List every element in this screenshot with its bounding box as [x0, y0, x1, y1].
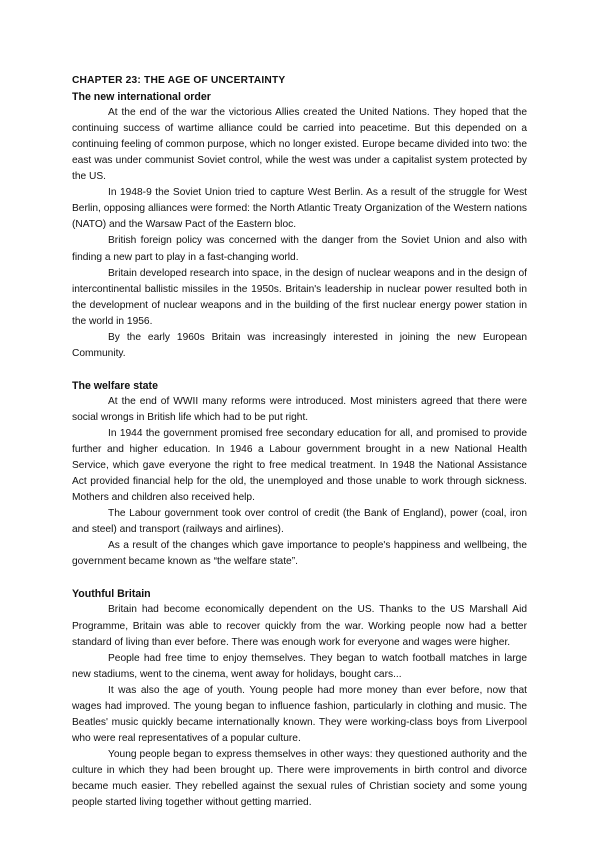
paragraph: Britain had become economically dependent on the US. Thanks to the US Marshall Aid Programme, Britain was able to recover quickly from the war. Working people now had a better standard of living than ever before. There was enough work for everyone and wages were higher. [72, 604, 527, 648]
section-new-international-order [72, 89, 527, 362]
section-title: The new international order [72, 91, 211, 104]
paragraph: Young people began to express themselves in other ways: they questioned authority and the culture in which they had been brought up. There were improvements in birth control and divorce became much easier. They rebelled against the sexual rules of Christian society and some young people started living together without getting married. [72, 748, 527, 809]
paragraph: The Labour government took over control of credit (the Bank of England), power (coal, iron and steel) and transport (railways and airlines). [72, 508, 527, 536]
section-title: The welfare state [72, 379, 158, 392]
section-youthful-britain [72, 586, 527, 811]
paragraph: At the end of WWII many reforms were introduced. Most ministers agreed that there were social wrongs in British life which had to be put right. [72, 395, 527, 423]
paragraph: Britain developed research into space, in the design of nuclear weapons and in the design of intercontinental ballistic missiles in the 1950s. Britain's leadership in nuclear power resulted both in the development of nuclear weapons and in the building of the first nuclear energy power station in the world in 1956. [72, 267, 527, 327]
paragraph: In 1948-9 the Soviet Union tried to capture West Berlin. As a result of the struggle for West Berlin, opposing alliances were formed: the North Atlantic Treaty Organization of the Western nations (NATO) and the Warsaw Pact of the Eastern bloc. [72, 187, 527, 231]
paragraph: In 1944 the government promised free secondary education for all, and promised to provide further and higher education. In 1946 a Labour government brought in a new National Health Service, which gave everyone the right to free medical treatment. In 1948 the National Assistance Act provided financial help for the old, the unemployed and those unable to work through sickness. Mothers and children also received help. [72, 427, 527, 504]
section-title: Youthful Britain [72, 588, 151, 601]
paragraph: As a result of the changes which gave importance to people's happiness and wellbeing, the government became known as “the welfare state”. [72, 540, 527, 568]
paragraph: People had free time to enjoy themselves. They began to watch football matches in large new stadiums, went to the cinema, went away for holidays, bought cars... [72, 652, 527, 680]
section-welfare-state [72, 378, 527, 571]
paragraph: By the early 1960s Britain was increasingly interested in joining the new European Community. [72, 331, 527, 359]
chapter-title: CHAPTER 23: THE AGE OF UNCERTAINTY [72, 75, 286, 86]
paragraph: At the end of the war the victorious Allies created the United Nations. They hoped that the continuing success of wartime alliance could be carried into peacetime. But this depended on a continuing feeling of common purpose, which no longer existed. Europe became divided into two: the east was under communist Soviet control, while the west was under a capitalist system protected by the US. [72, 107, 527, 183]
paragraph: British foreign policy was concerned with the danger from the Soviet Union and also with finding a new part to play in a fast-changing world. [72, 235, 527, 263]
paragraph: It was also the age of youth. Young people had more money than ever before, now that wages had improved. The young began to influence fashion, particularly in clothing and music. The Beatles' music quickly became internationally known. They were working-class boys from Liverpool who were real representatives of a popular culture. [72, 684, 527, 744]
document-page [72, 73, 527, 811]
